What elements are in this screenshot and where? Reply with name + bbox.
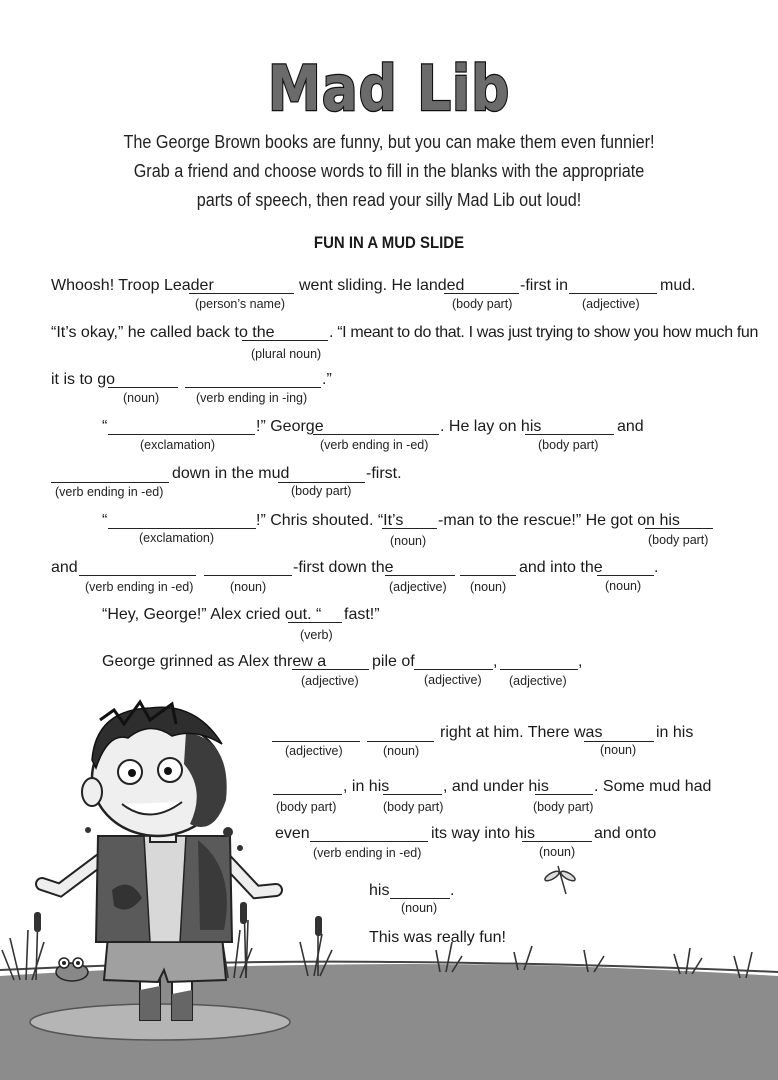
story-text: its way into his: [431, 825, 536, 842]
story-text: , in his: [343, 778, 390, 795]
hint-label: (body part): [291, 484, 352, 498]
hint-label: (verb ending in -ed): [55, 485, 164, 499]
blank-adjective[interactable]: [414, 668, 493, 670]
hint-label: (noun): [600, 743, 637, 757]
story-text: right at him. There was: [440, 724, 603, 741]
blank-body-part[interactable]: [444, 292, 519, 294]
story-text: and: [617, 418, 644, 435]
story-text: Whoosh! Troop Leader: [51, 277, 214, 294]
hint-label: (noun): [539, 845, 576, 859]
story-text: -first.: [366, 465, 402, 482]
story-title: FUN IN A MUD SLIDE: [313, 233, 465, 252]
story-text: .: [450, 882, 455, 899]
story-text: and into the: [519, 559, 603, 576]
story-text: “: [102, 512, 108, 529]
blank-plural-noun[interactable]: [242, 339, 328, 341]
blank-body-part[interactable]: [645, 527, 713, 529]
blank-exclamation[interactable]: [108, 433, 255, 435]
hint-label: (verb ending in -ed): [320, 438, 429, 452]
intro-line-3: parts of speech, then read your silly Mad Lib out loud!: [196, 190, 582, 210]
hint-label: (adjective): [509, 674, 567, 688]
intro-line-1: The George Brown books are funny, but you can make them even funnier!: [123, 132, 655, 152]
hint-label: (adjective): [389, 580, 447, 594]
closing-line: This was really fun!: [369, 929, 506, 946]
hint-label: (noun): [383, 744, 420, 758]
blank-verb[interactable]: [288, 621, 342, 623]
hint-label: (body part): [538, 438, 599, 452]
story-text: . Some mud had: [594, 778, 712, 795]
blank-noun[interactable]: [382, 527, 437, 529]
blank-person-name[interactable]: [189, 292, 294, 294]
story-text: , and under his: [443, 778, 549, 795]
story-text: went sliding. He landed: [299, 277, 465, 294]
hint-label: (adjective): [301, 674, 359, 688]
blank-noun[interactable]: [597, 574, 654, 576]
hint-label: (noun): [123, 391, 160, 405]
hint-label: (noun): [401, 901, 438, 915]
story-text: . “I meant to do that. I was just trying to show you how much fun: [329, 324, 759, 341]
blank-adjective[interactable]: [292, 668, 369, 670]
hint-label: (adjective): [582, 297, 640, 311]
blank-body-part[interactable]: [278, 481, 365, 483]
hint-label: (body part): [533, 800, 594, 814]
story-text: his: [369, 882, 390, 899]
story-text: pile of: [372, 653, 415, 670]
story-text: -man to the rescue!” He got on his: [438, 512, 680, 529]
story-text: fast!”: [344, 606, 380, 623]
hint-label: (exclamation): [139, 531, 215, 545]
story-text: ,: [493, 653, 498, 670]
blank-noun[interactable]: [204, 574, 292, 576]
story-text: down in the mud: [172, 465, 290, 482]
intro-text: [39, 128, 739, 215]
story-text: in his: [656, 724, 694, 741]
hint-label: (verb): [300, 628, 333, 642]
story-text: “: [102, 418, 108, 435]
story-text: -first down the: [293, 559, 394, 576]
story-text: it is to go: [51, 371, 116, 388]
hint-label: (body part): [276, 800, 337, 814]
blank-body-part[interactable]: [525, 433, 614, 435]
hint-label: (noun): [470, 580, 507, 594]
illustration: [0, 680, 778, 1080]
hint-label: (body part): [383, 800, 444, 814]
hint-label: (exclamation): [140, 438, 216, 452]
hint-label: (adjective): [424, 673, 482, 687]
story-text: .: [654, 559, 659, 576]
blank-adjective[interactable]: [500, 668, 578, 670]
story-text: “It’s okay,” he called back to the: [51, 324, 275, 341]
story-text: ,: [578, 653, 583, 670]
blank-verb-ed[interactable]: [51, 481, 169, 483]
blank-adjective[interactable]: [569, 292, 657, 294]
story-text: even: [275, 825, 310, 842]
frog-icon: [56, 958, 88, 981]
hint-label: (verb ending in -ing): [196, 391, 308, 405]
story-text: mud.: [660, 277, 696, 294]
hint-label: (body part): [648, 533, 709, 547]
story-text: !” George: [256, 418, 324, 435]
blank-noun[interactable]: [460, 574, 516, 576]
hint-label: (noun): [605, 579, 642, 593]
hint-label: (verb ending in -ed): [313, 846, 422, 860]
story-text: and onto: [594, 825, 657, 842]
dragonfly-icon: [544, 866, 577, 894]
story-text: George grinned as Alex threw a: [102, 653, 327, 670]
page-title: Mad Lib: [267, 52, 511, 125]
hint-label: (plural noun): [251, 347, 322, 361]
blank-adjective[interactable]: [385, 574, 455, 576]
story-text: and: [51, 559, 78, 576]
story-text: . He lay on his: [440, 418, 542, 435]
blank-verb-ed[interactable]: [79, 574, 196, 576]
story-text: .”: [322, 371, 332, 388]
hint-label: (body part): [452, 297, 513, 311]
hint-label: (noun): [390, 534, 427, 548]
hint-label: (person’s name): [195, 297, 286, 311]
story-text: !” Chris shouted. “It’s: [256, 512, 404, 529]
hint-label: (adjective): [285, 744, 343, 758]
blank-exclamation[interactable]: [108, 527, 256, 529]
story-text: -first in: [520, 277, 568, 294]
story-text: “Hey, George!” Alex cried out. “: [102, 606, 322, 623]
hint-label: (verb ending in -ed): [85, 580, 194, 594]
blank-verb-ed[interactable]: [313, 433, 439, 435]
blank-verb-ing[interactable]: [185, 386, 321, 388]
intro-line-2: Grab a friend and choose words to fill in the blanks with the appropriate: [133, 161, 645, 181]
blank-noun[interactable]: [108, 386, 178, 388]
hint-label: (noun): [230, 580, 267, 594]
